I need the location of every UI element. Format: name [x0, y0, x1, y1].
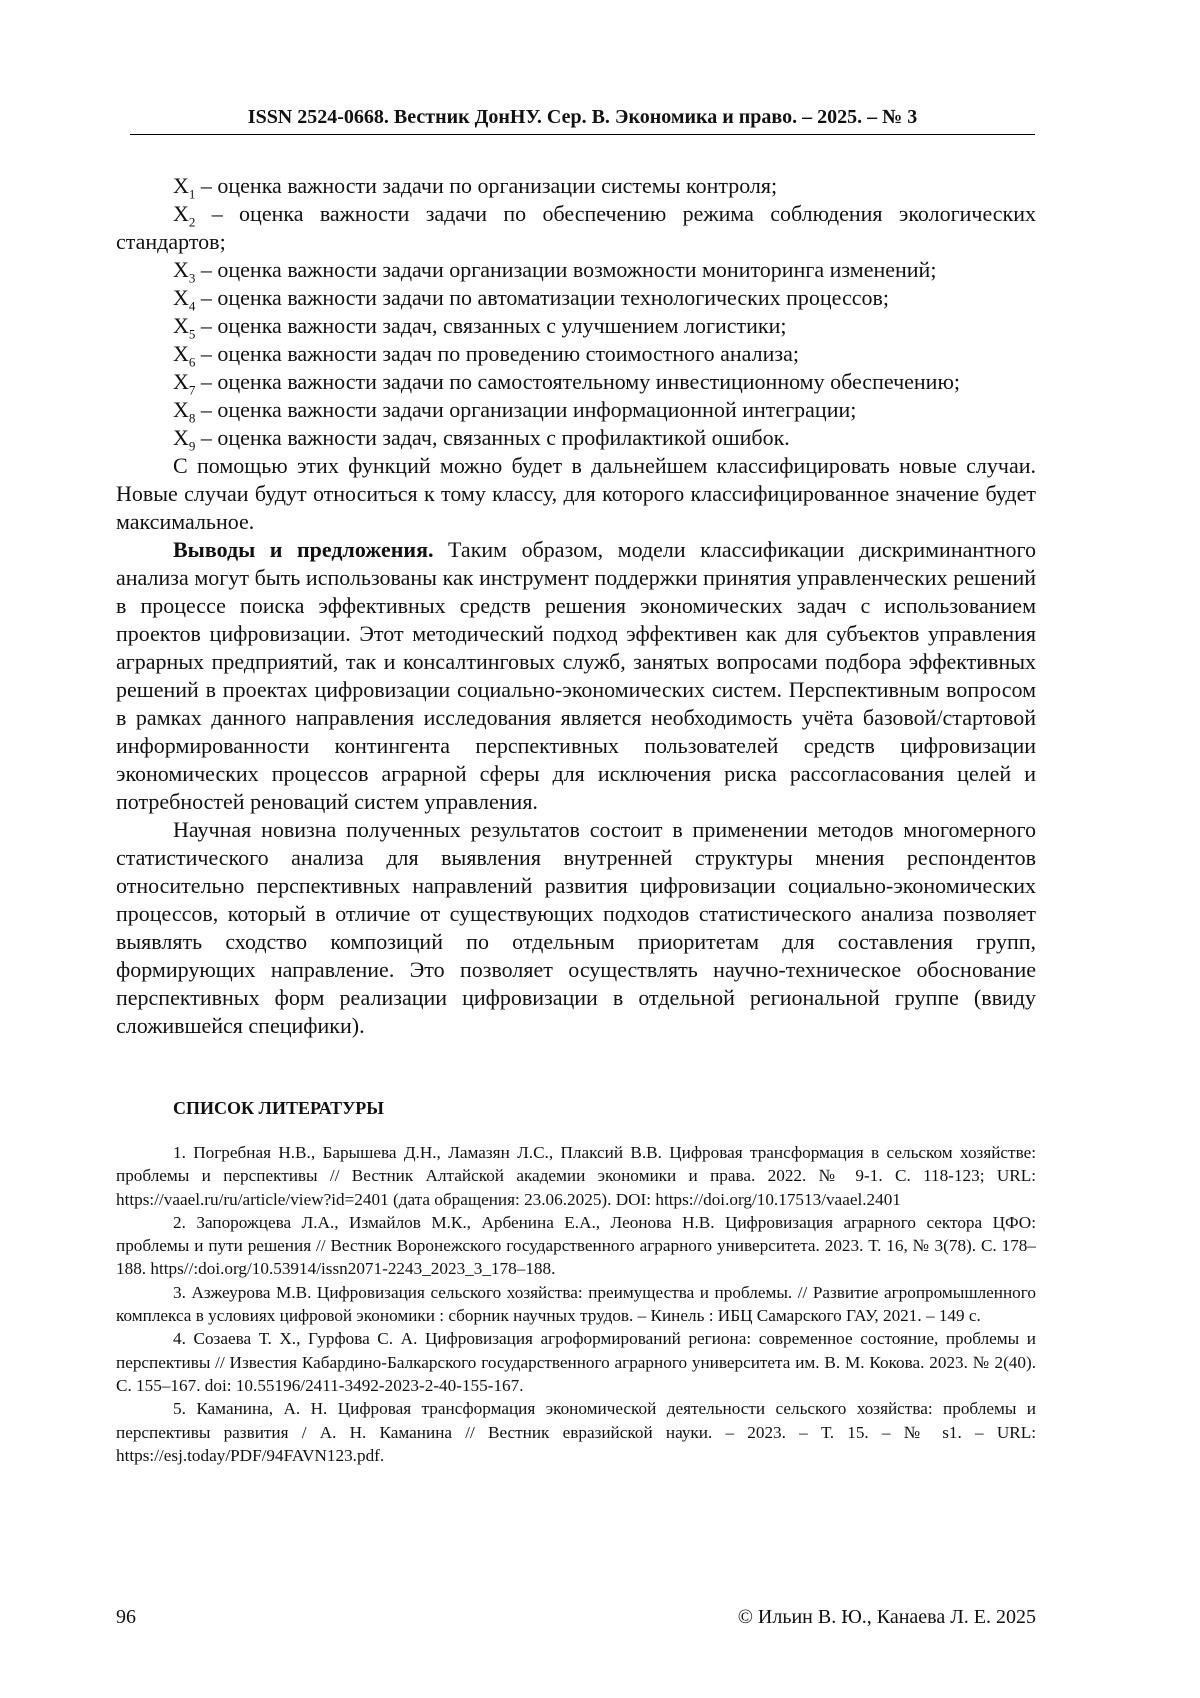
variable-definition	[116, 424, 1036, 452]
variable-definition	[116, 256, 1036, 284]
variable-description: – оценка важности задачи организации возможности мониторинга изменений;	[195, 257, 937, 282]
variable-description: – оценка важности задачи по автоматизации технологических процессов;	[195, 285, 889, 310]
conclusions-heading: Выводы и предложения.	[173, 537, 434, 562]
variable-symbol: X	[173, 313, 189, 338]
variable-index: 5	[188, 326, 196, 342]
reference-item: 2. Запорожцева Л.А., Измайлов М.К., Арбенина Е.А., Леонова Н.В. Цифровизация аграрного сектора ЦФО: проблемы и пути решения // Вестник Воронежского государственного аграрного университета. 2023. Т. 16, № 3(78). С. 178–188. https//:doi.org/10.53914/issn2071-2243_2023_3_178–188.	[116, 1212, 1036, 1279]
variable-symbol: X	[173, 173, 189, 198]
variable-index: 6	[188, 354, 196, 370]
references-list	[116, 1141, 1036, 1467]
conclusions-paragraph	[116, 536, 1036, 816]
variable-description: – оценка важности задачи по организации системы контроля;	[195, 173, 778, 198]
variable-index: 3	[188, 270, 196, 286]
variable-symbol: X	[173, 285, 189, 310]
variable-symbol: X	[173, 425, 189, 450]
variable-definition	[116, 284, 1036, 312]
reference-item: 1. Погребная Н.В., Барышева Д.Н., Ламазян Л.С., Плаксий В.В. Цифровая трансформация в сельском хозяйстве: проблемы и перспективы // Вестник Алтайской академии экономики и права. 2022. № 9-1. С. 118-123; URL: https://vaael.ru/ru/article/view?id=2401 (дата обращения: 23.06.2025). DOI: https://doi.org/10.17513/vaael.2401	[116, 1143, 1036, 1209]
variable-description: – оценка важности задач по проведению стоимостного анализа;	[195, 341, 799, 366]
variable-description: – оценка важности задачи организации информационной интеграции;	[195, 397, 857, 422]
variable-definition	[116, 340, 1036, 368]
variable-definition	[116, 200, 1036, 256]
variable-description: – оценка важности задач, связанных с улучшением логистики;	[195, 313, 787, 338]
variable-index: 2	[188, 214, 196, 230]
page-number: 96	[116, 1606, 136, 1628]
variable-symbol: X	[173, 257, 189, 282]
reference-item: 3. Азжеурова М.В. Цифровизация сельского хозяйства: преимущества и проблемы. // Развитие агропромышленного комплекса в условиях цифровой экономики : сборник научных трудов. – Кинель : ИБЦ Самарского ГАУ, 2021. – 149 с.	[116, 1282, 1036, 1326]
references-heading: СПИСОК ЛИТЕРАТУРЫ	[173, 1098, 384, 1118]
conclusions-text: Таким образом, модели классификации дискриминантного анализа могут быть использованы как инструмент поддержки принятия управленческих решений в процессе поиска эффективных средств решения экономических задач с использованием проектов цифровизации. Этот методический подход эффективен как для субъектов управления аграрных предприятий, так и консалтинговых служб, занятых вопросами подбора эффективных решений в проектах цифровизации социально-экономических систем. Перспективным вопросом в рамках данного направления исследования является необходимость учёта базовой/стартовой информированности контингента перспективных пользователей средств цифровизации экономических процессов аграрной сферы для исключения риска рассогласования целей и потребностей реноваций систем управления.	[116, 537, 1037, 814]
variable-symbol: X	[173, 369, 189, 394]
variable-symbol: X	[173, 201, 189, 226]
variable-definition	[116, 396, 1036, 424]
variable-index: 4	[188, 298, 196, 314]
variable-definition	[116, 312, 1036, 340]
body-text	[116, 172, 1036, 1040]
variable-index: 1	[188, 186, 196, 202]
variable-symbol: X	[173, 397, 189, 422]
classification-paragraph: С помощью этих функций можно будет в дальнейшем классифицировать новые случаи. Новые случаи будут относиться к тому классу, для которого классифицированное значение будет максимальное.	[116, 453, 1036, 534]
variable-index: 8	[188, 410, 196, 426]
variable-description: – оценка важности задачи по обеспечению режима соблюдения экологических стандартов;	[116, 201, 1036, 254]
novelty-paragraph: Научная новизна полученных результатов состоит в применении методов многомерного статистического анализа для выявления внутренней структуры мнения респондентов относительно перспективных направлений развития цифровизации социально-экономических процессов, который в отличие от существующих подходов статистического анализа позволяет выявлять сходство композиций по отдельным приоритетам для составления групп, формирующих направление. Это позволяет осуществлять научно-техническое обоснование перспективных форм реализации цифровизации в отдельной региональной группе (ввиду сложившейся специфики).	[116, 817, 1036, 1038]
variable-index: 7	[188, 382, 196, 398]
variable-description: – оценка важности задач, связанных с профилактикой ошибок.	[195, 425, 790, 450]
copyright-notice: © Ильин В. Ю., Канаева Л. Е. 2025	[737, 1606, 1036, 1628]
variable-description: – оценка важности задачи по самостоятельному инвестиционному обеспечению;	[195, 369, 960, 394]
reference-item: 5. Каманина, А. Н. Цифровая трансформация экономической деятельности сельского хозяйства: проблемы и перспективы развития / А. Н. Каманина // Вестник евразийской науки. – 2023. – Т. 15. – № s1. – URL: https://esj.today/PDF/94FAVN123.pdf.	[116, 1399, 1036, 1465]
reference-item: 4. Созаева Т. Х., Гурфова С. А. Цифровизация агроформирований региона: современное состояние, проблемы и перспективы // Известия Кабардино-Балкарского государственного аграрного университета им. В. М. Кокова. 2023. № 2(40). С. 155–167. doi: 10.55196/2411-3492-2023-2-40-155-167.	[116, 1329, 1036, 1395]
running-header: ISSN 2524-0668. Вестник ДонНУ. Сер. В. Экономика и право. – 2025. – № 3	[130, 104, 1035, 135]
variable-index: 9	[188, 438, 196, 454]
variable-symbol: X	[173, 341, 189, 366]
variable-definition	[116, 172, 1036, 200]
variable-definition	[116, 368, 1036, 396]
